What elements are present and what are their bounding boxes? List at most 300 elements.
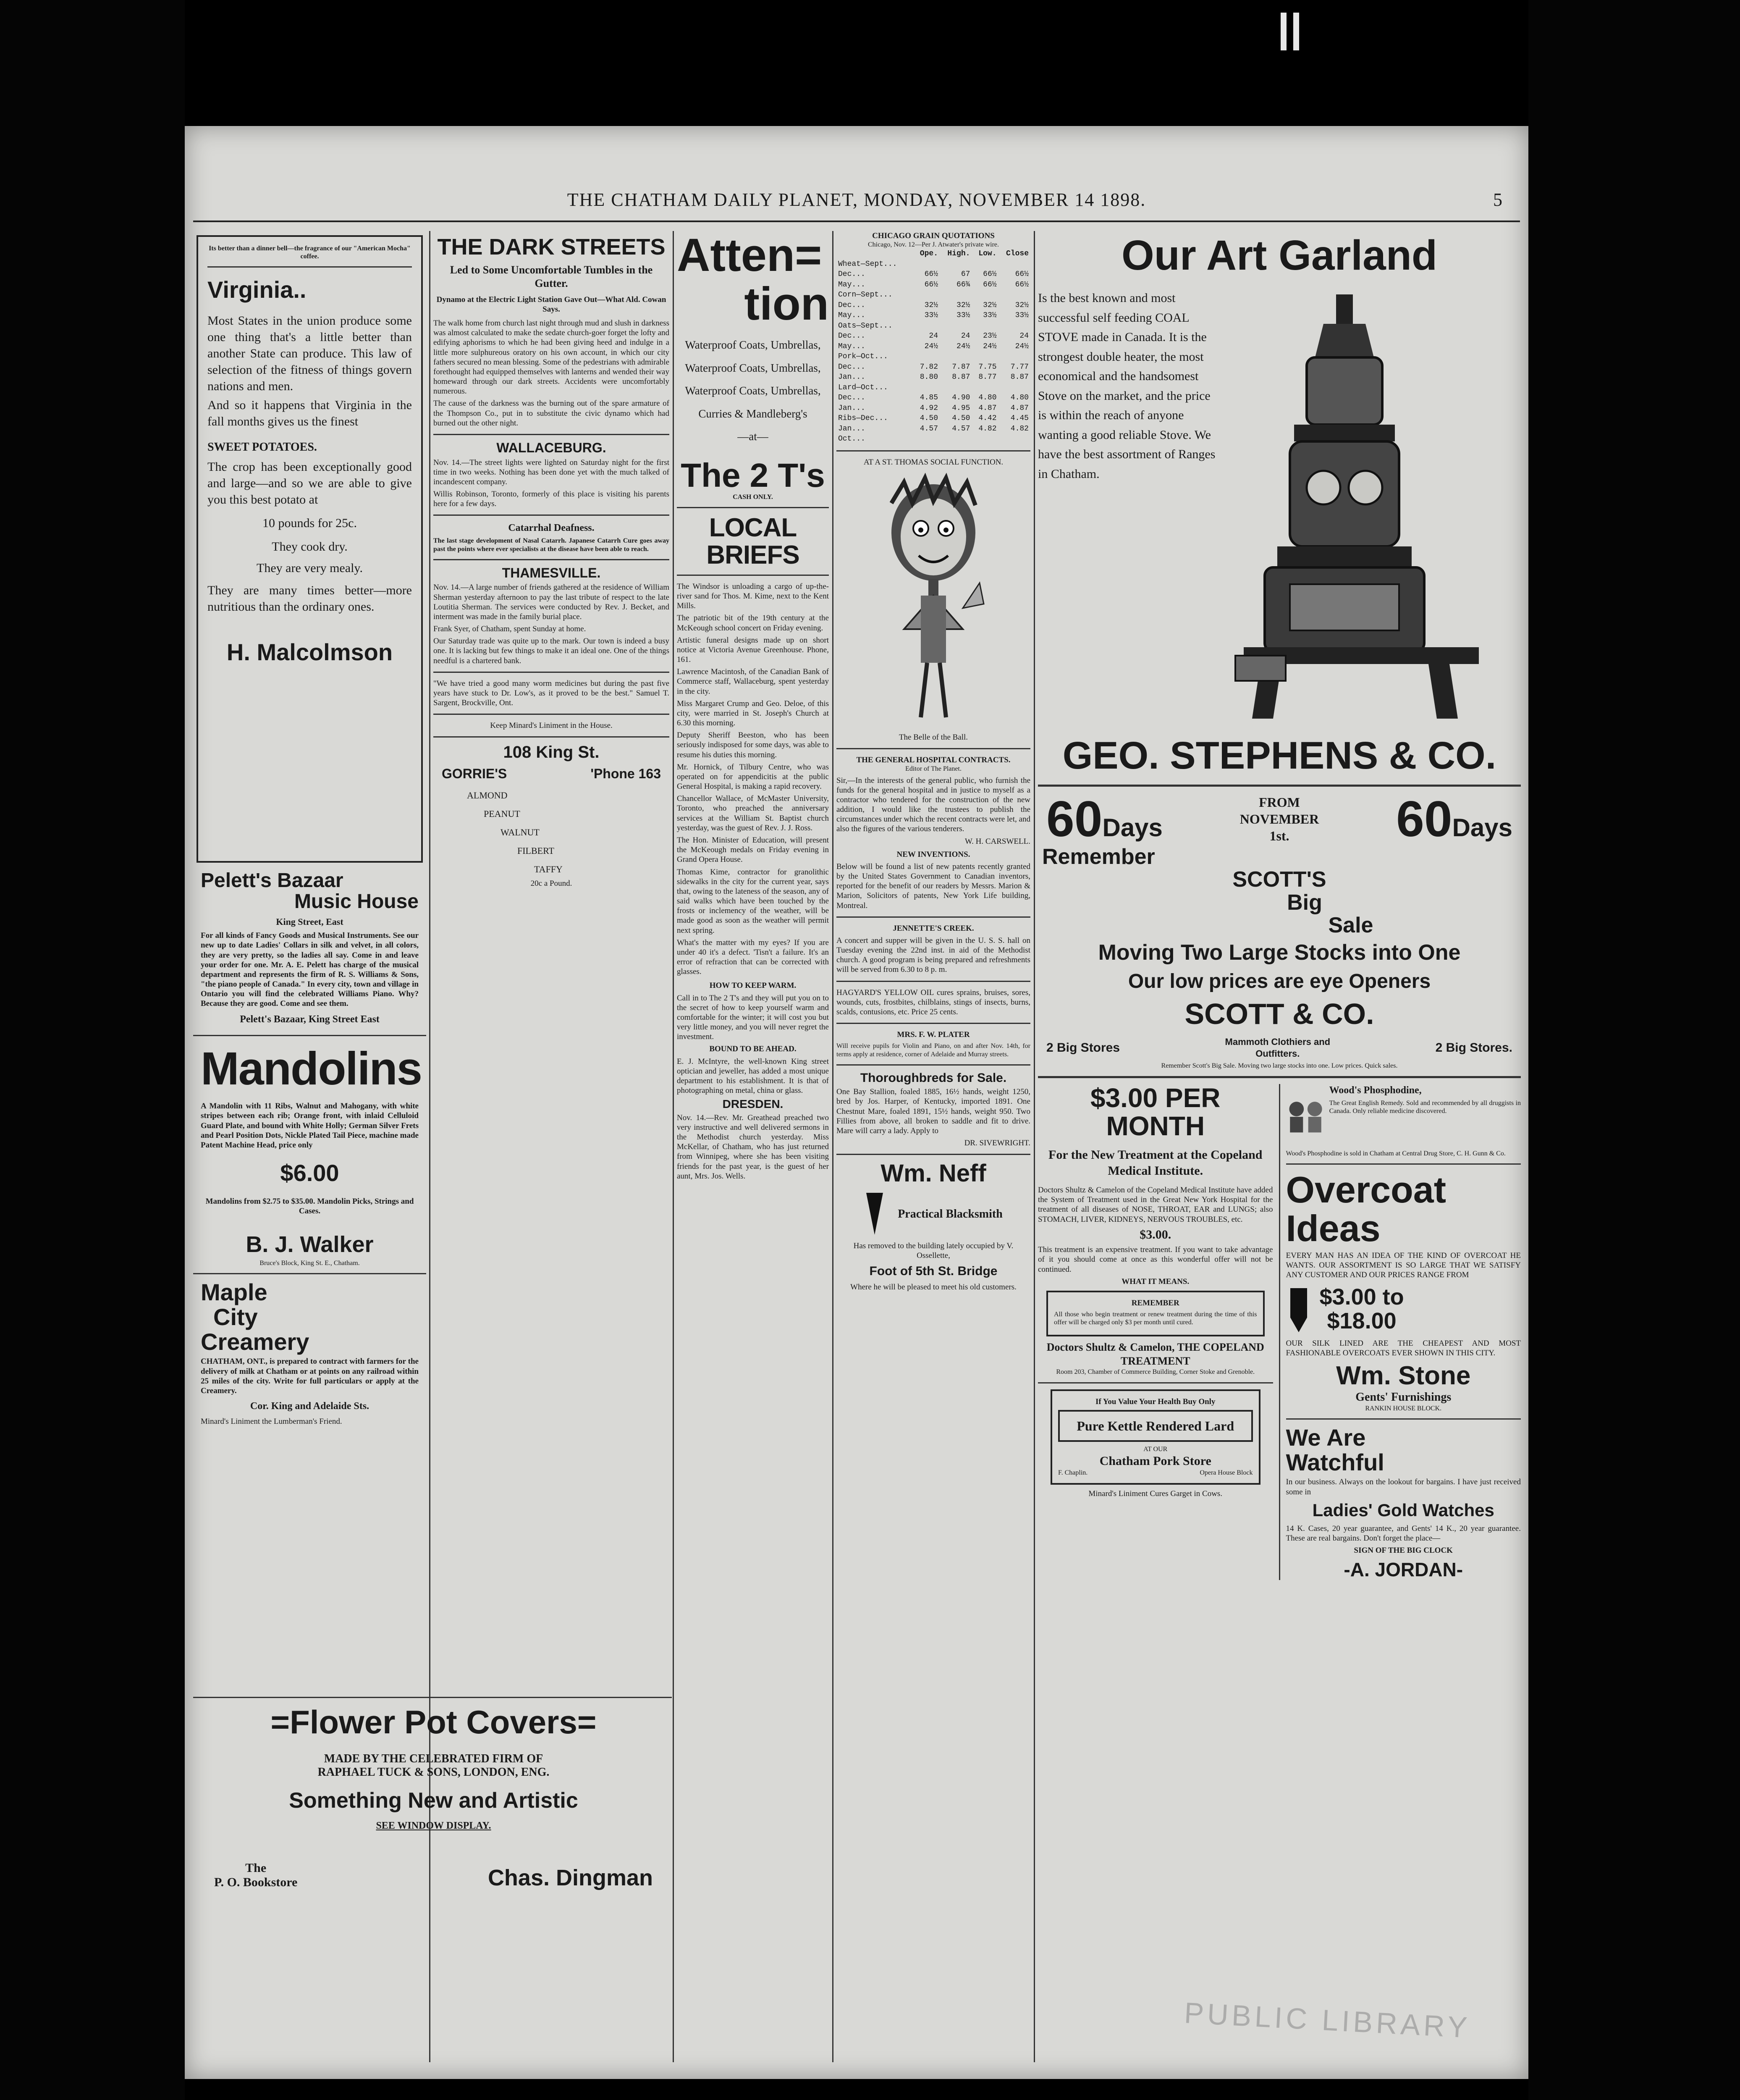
film-mark	[1293, 13, 1299, 50]
grain-table-cell	[913, 383, 940, 393]
copeland-price: $3.00.	[1140, 1227, 1171, 1242]
dark-streets-p2: The cause of the darkness was the burning out of the spare armature of the Thompson Co., put in to substitute the civic dynamo which had burned out the other night.	[433, 399, 669, 428]
grain-table-cell: 7.87	[952, 362, 970, 371]
local-briefs-title: LOCAL BRIEFS	[706, 513, 799, 570]
days-60-right: 60	[1396, 790, 1452, 847]
garland-title: Our Art Garland	[1122, 232, 1437, 279]
flower-the: The	[245, 1861, 267, 1875]
watchful-body: In our business. Always on the lookout for bargains. I have just received some in	[1286, 1478, 1521, 1496]
creamery-ad	[193, 1280, 426, 1426]
mandolins-ad	[193, 1042, 426, 1267]
grain-table-cell: 4.87	[978, 404, 997, 412]
grain-table-row	[836, 403, 1030, 414]
catarrh-body: The last stage development of Nasal Catarrh. Japanese Catarrh Cure goes away past the points where ever specialists at the disease have been able to reach.	[433, 537, 669, 553]
grain-table-cell: Dec...	[838, 301, 865, 310]
from-date: FROM NOVEMBER 1st.	[1239, 794, 1319, 843]
gorrie-price: 20c a Pound.	[530, 879, 572, 888]
flower-dingman: Chas. Dingman	[487, 1865, 653, 1890]
grain-table-cell: Lard—Oct...	[838, 383, 888, 392]
hospital-body: Sir,—In the interests of the general public, who furnish the funds for the general hospital and in justice to myself as a contractor who tendered for the construction of the new addition, I would like the trustees to publish the circumstances under which the recent contracts were let, and also the figures of the various tenderers.	[836, 776, 1030, 834]
virginia-kicker: Its better than a dinner bell—the fragrance of our "American Mocha" coffee.	[209, 245, 411, 260]
chicago-sub: Chicago, Nov. 12—Per J. Atwater's private wire.	[868, 241, 999, 249]
brief: Mr. Hornick, of Tilbury Centre, who was operated on for appendicitis at the public General Hospital, is making a rapid recovery.	[677, 762, 829, 791]
scott-moving: Moving Two Large Stocks into One	[1098, 940, 1461, 965]
creamery-body: CHATHAM, ONT., is prepared to contract with farmers for the delivery of milk at Chatham or at points on any railroad within 25 miles of the city. Write for full particulars or apply at the Creamery.	[201, 1357, 419, 1395]
neff-trade: Practical Blacksmith	[898, 1207, 1003, 1221]
grain-table-cell: Jan...	[838, 424, 865, 433]
overcoat-price-2: $18.00	[1327, 1308, 1397, 1334]
grain-table-cell: May...	[838, 280, 865, 289]
thamesville-p1: Nov. 14.—A large number of friends gathered at the residence of William Sherman yesterday afternoon to pay the last tribute of respect to the late Loutitia Sherman. The services were conducted by Rev. J. Becket, and interment was made in the family burial place.	[433, 583, 669, 621]
grain-table-cell: 32½	[956, 301, 970, 310]
grain-table-cell: 33½	[924, 311, 938, 320]
lard-owner: F. Chaplin.	[1058, 1469, 1088, 1477]
dark-streets-deck-2: Dynamo at the Electric Light Station Gave Out—What Ald. Cowan Says.	[436, 295, 666, 314]
creamery-title-1: Maple	[201, 1279, 267, 1306]
attention-title-2: tion	[744, 278, 829, 330]
garland-body: Is the best known and most successful self feeding COAL STOVE made in Canada. It is the strongest double heater, the most economical and the handsomest Stove on the market, and the price is within the reach of anyone wanting a good reliable Stove. We have the best assortment of Ranges in Chatham.	[1038, 291, 1216, 481]
grain-table-cell: 32½	[983, 301, 997, 310]
grain-table-cell	[913, 434, 940, 444]
thoroughbreds-title: Thoroughbreds for Sale.	[860, 1071, 1007, 1085]
grain-table-row	[836, 383, 1030, 393]
gorrie-item: PEANUT	[484, 808, 520, 819]
rule	[193, 1697, 672, 1698]
grain-table-cell: 8.80	[920, 373, 938, 382]
lard-line-4: Chatham Pork Store	[1099, 1454, 1211, 1468]
brief: What's the matter with my eyes? If you are under 40 it's a defect. 'Tisn't a failure. It's an error of refraction that can be corrected with glasses.	[677, 938, 829, 976]
grain-table-cell	[940, 290, 972, 300]
grain-table-cell: Dec...	[838, 362, 865, 371]
grain-table-cell: 4.45	[1010, 414, 1029, 423]
hagyard-ad: HAGYARD'S YELLOW OIL cures sprains, bruises, sores, wounds, cuts, frostbites, chilblains, stings of insects, burns, scalds, contusions, etc. Price 25 cents.	[836, 988, 1030, 1016]
column-2	[433, 231, 669, 1604]
brief: E. J. McIntyre, the well-known King street optician and jeweller, has added a most unique department to his establishment. It is that of photographing on metal, china or glass.	[677, 1057, 829, 1095]
grain-table-cell: 4.85	[920, 394, 938, 402]
woods-title: Wood's Phosphodine,	[1329, 1084, 1422, 1096]
thoroughbreds-body: One Bay Stallion, foaled 1885, 16½ hands, weight 1250, bred by Jos. Harper, of Kentucky, imported 1891. One Chestnut Mare, foaled 1891, 15½ hands, weight 950. Two Fillies from above, all broken to saddle and fit to drive. Mare will carry a lady. Apply to	[836, 1087, 1030, 1135]
grain-table-row	[836, 290, 1030, 300]
plater-title: MRS. F. W. PLATER	[897, 1030, 970, 1040]
horseshoe-nail-icon	[864, 1191, 885, 1237]
grain-table-header	[836, 249, 913, 259]
grain-table-cell: 7.82	[920, 362, 938, 371]
grain-table-cell: Oct...	[838, 435, 865, 444]
copeland-body: Doctors Shultz & Camelon of the Copeland Medical Institute have added the System of Treatment used in the Great New York Hospital for the treatment of all diseases of NOSE, THROAT, EAR and LUNGS; also STOMACH, LIVER, KIDNEYS, NERVOUS TROUBLES, etc.	[1038, 1186, 1273, 1224]
flower-pot-ad	[197, 1705, 670, 2062]
grain-table-cell: May...	[838, 311, 865, 320]
grain-table-cell: Wheat—Sept...	[838, 260, 897, 268]
stone-sub: Gents' Furnishings	[1355, 1390, 1452, 1404]
bound-ahead-title: BOUND TO BE AHEAD.	[709, 1045, 797, 1054]
scott-remember: Remember	[1042, 844, 1155, 869]
grain-table-cell: Pork—Oct...	[838, 352, 888, 361]
pelett-ad	[193, 867, 426, 1029]
scott-note: Remember Scott's Big Sale. Moving two large stocks into one. Low prices. Quick sales.	[1161, 1062, 1398, 1070]
grain-table-cell: Jan...	[838, 404, 865, 412]
stone-address: RANKIN HOUSE BLOCK.	[1365, 1404, 1442, 1412]
chicago-title: CHICAGO GRAIN QUOTATIONS	[872, 231, 995, 240]
copeland-remember-box	[1046, 1291, 1265, 1337]
keep-warm-title: HOW TO KEEP WARM.	[709, 981, 797, 990]
grain-table-cell: Jan...	[838, 373, 865, 382]
grain-table-row	[836, 393, 1030, 403]
grain-table-cell	[940, 352, 972, 362]
grain-table-cell: 4.50	[920, 414, 938, 423]
creamery-address: Cor. King and Adelaide Sts.	[250, 1401, 369, 1412]
hospital-signature: W. H. CARSWELL.	[964, 837, 1030, 846]
grain-table-cell	[972, 321, 998, 331]
two-ts-title: The 2 T's	[681, 456, 825, 494]
dark-streets-p1: The walk home from church last night through mud and slush in darkness was almost calculated to make the sedate church-goer forget the lofty and edifying aphorisms to which he had been giving heed and indulge in a little more sulphureous oratory on his own account, in which our city fathers secured no mean blessing. Some of the pedestrians with admirable forethought had equipped themselves with lanterns and wended their way homeward through our dark streets. Accidents were uncomfortably numerous.	[433, 319, 669, 396]
grain-table-cell: Dec...	[838, 270, 865, 279]
grain-table-cell: 32½	[924, 301, 938, 310]
grain-table-cell	[998, 352, 1030, 362]
gorrie-phone: 'Phone 163	[590, 766, 661, 782]
virginia-sub: SWEET POTATOES.	[207, 441, 317, 454]
grain-table-row	[836, 341, 1030, 352]
hospital-editor: Editor of The Planet.	[905, 765, 962, 773]
column-rule	[832, 231, 833, 2062]
column-3	[677, 231, 829, 2062]
gorrie-address: 108 King St.	[503, 743, 600, 762]
grain-table-cell: 4.50	[952, 414, 970, 423]
right-ads	[1286, 1084, 1521, 1580]
lard-line-1: If You Value Your Health Buy Only	[1095, 1397, 1216, 1406]
grain-table-cell: 66½	[924, 280, 938, 289]
days-label-left: Days	[1102, 813, 1163, 842]
jennettes-body: A concert and supper will be given in the U. S. S. hall on Tuesday evening the 22nd inst. in aid of the Methodist church. A good program is being prepared and refreshments will be served from 6.30 to 8 p. m.	[836, 936, 1030, 974]
grain-table-row	[836, 413, 1030, 424]
thamesville-p3: Our Saturday trade was quite up to the mark. Our town is indeed a busy one. It is lacking but few things to make it an ideal one. One of the things needful is a chartered bank.	[433, 637, 669, 665]
copeland-address: Room 203, Chamber of Commerce Building, Corner Stoke and Grenoble.	[1056, 1368, 1255, 1376]
virginia-price: 10 pounds for 25c.	[262, 516, 357, 530]
hospital-title: THE GENERAL HOSPITAL CONTRACTS.	[856, 756, 1011, 765]
copeland-headline: $3.00 PER MONTH	[1090, 1082, 1221, 1141]
gorrie-item: ALMOND	[467, 790, 508, 801]
worm-medicine-note: "We have tried a good many worm medicines but during the past five years have stuck to Dr. Low's, as it proved to be the best." Samuel T. Sargent, Brockville, Ont.	[433, 679, 669, 708]
wallaceburg-title: WALLACEBURG.	[496, 440, 606, 455]
column-rule	[1034, 231, 1035, 2062]
thamesville-p2: Frank Syer, of Chatham, spent Sunday at home.	[433, 625, 586, 634]
neff-moved: Has removed to the building lately occupied by V. Ossellette,	[853, 1242, 1014, 1260]
page-number: 5	[1493, 189, 1503, 210]
attention-at: —at—	[737, 430, 768, 443]
jennettes-title: JENNETTE'S CREEK.	[893, 924, 974, 933]
copeland-ad	[1038, 1084, 1273, 1580]
mandolins-title: Mandolins	[201, 1042, 422, 1095]
gorrie-name: GORRIE'S	[442, 766, 507, 782]
catarrh-title: Catarrhal Deafness.	[508, 522, 595, 534]
attention-title-1: Atten=	[677, 231, 822, 281]
neff-title: Wm. Neff	[880, 1160, 986, 1187]
watchful-title-2: Watchful	[1286, 1449, 1384, 1475]
grain-table-row	[836, 321, 1030, 331]
mandolins-price: $6.00	[280, 1160, 339, 1186]
grain-table-cell: 66½	[1015, 280, 1029, 289]
scott-stores-left: 2 Big Stores	[1046, 1041, 1120, 1055]
grain-table-cell: 4.80	[1010, 394, 1029, 402]
scott-company: SCOTT & CO.	[1184, 997, 1374, 1030]
gorrie-item: WALNUT	[501, 827, 540, 838]
grain-table-cell: 23½	[983, 332, 997, 341]
grain-table-cell: 4.87	[1010, 404, 1029, 412]
grain-table-cell: 24	[961, 332, 970, 341]
brief: Miss Margaret Crump and Geo. Deloe, of this city, were married in St. Joseph's Church at 6.30 this morning.	[677, 699, 829, 728]
gorrie-items	[442, 786, 661, 879]
scott-mammoth: Mammoth Clothiers and Outfitters.	[1225, 1037, 1331, 1059]
grain-table-cell	[940, 321, 972, 331]
before-after-portrait-icon	[1286, 1084, 1325, 1147]
lard-line-2: Pure Kettle Rendered Lard	[1058, 1410, 1253, 1442]
days-label-right: Days	[1452, 813, 1512, 842]
virginia-p3: The crop has been exceptionally good and large—and so we are able to give you this best potato at	[207, 460, 412, 507]
grain-table-row	[836, 280, 1030, 290]
overcoat-body: EVERY MAN HAS AN IDEA OF THE KIND OF OVERCOAT HE WANTS. OUR ASSORTMENT IS SO LARGE THAT WE SATISFY ANY CUSTOMER AND OUR PRICES RANGE FROM	[1286, 1251, 1521, 1279]
grain-table-header: Ope.	[920, 249, 938, 258]
grain-table-row	[836, 424, 1030, 434]
grain-table-cell	[940, 434, 972, 444]
lard-ad	[1051, 1389, 1260, 1485]
column-4	[836, 231, 1030, 2062]
neff-location: Foot of 5th St. Bridge	[869, 1264, 998, 1278]
dark-streets-deck-1: Led to Some Uncomfortable Tumbles in the Gutter.	[450, 263, 653, 290]
scott-scotts: SCOTT'S	[1232, 867, 1326, 892]
pelett-title-1: Pelett's Bazaar	[201, 869, 343, 892]
grain-table-cell: 66½	[983, 270, 997, 279]
grain-table-cell: 4.82	[1010, 424, 1029, 433]
minard-note-2: Keep Minard's Liniment in the House.	[490, 721, 613, 730]
scott-low-prices: Our low prices are eye Openers	[1128, 970, 1431, 992]
grain-table-row	[836, 331, 1030, 341]
pelett-footer: Pelett's Bazaar, King Street East	[240, 1013, 380, 1025]
grain-table-cell: 24½	[1015, 342, 1029, 351]
copeland-remember-body: All those who begin treatment or renew treatment during the time of this offer will be charged only $3 per month until cured.	[1054, 1311, 1257, 1326]
grain-table-cell	[972, 290, 998, 300]
virginia-title: Virginia..	[207, 276, 307, 303]
grain-table-cell: 7.75	[978, 362, 997, 371]
woods-body: The Great English Remedy. Sold and recommended by all druggists in Canada. Only reliable medicine discovered.	[1329, 1099, 1521, 1115]
overcoat-price-1: $3.00 to	[1319, 1284, 1404, 1310]
grain-table-row	[836, 259, 1030, 270]
brief: Lawrence Macintosh, of the Canadian Bank of Commerce staff, Wallaceburg, spent yesterday in the city.	[677, 667, 829, 696]
flower-line-4: SEE WINDOW DISPLAY.	[376, 1820, 491, 1832]
grain-table-row	[836, 352, 1030, 362]
newspaper-page	[185, 126, 1528, 2079]
grain-table-cell: Corn—Sept...	[838, 291, 893, 299]
grain-table-cell: 33½	[983, 311, 997, 320]
grain-table-cell: 24½	[956, 342, 970, 351]
grain-table-cell: 66¾	[956, 280, 970, 289]
brief: Deputy Sheriff Beeston, who has been seriously indisposed for some days, was able to resume his duties this morning.	[677, 731, 829, 759]
big-clock: SIGN OF THE BIG CLOCK	[1354, 1546, 1453, 1555]
grain-table-cell: 4.95	[952, 404, 970, 412]
grain-table-cell: 8.87	[952, 373, 970, 382]
grain-table-cell	[913, 321, 940, 331]
grain-table-cell: 8.77	[978, 373, 997, 382]
grain-table-cell: 24½	[924, 342, 938, 351]
pointing-hand-icon	[1286, 1284, 1311, 1334]
column-5	[1038, 231, 1521, 2062]
dark-streets-title: THE DARK STREETS	[437, 234, 666, 260]
dresden-title: DRESDEN.	[722, 1097, 784, 1111]
grain-table-cell	[972, 434, 998, 444]
grain-table-cell: 67	[961, 270, 970, 279]
grain-table-cell: Oats—Sept...	[838, 321, 893, 330]
lard-line-3: AT OUR	[1143, 1445, 1168, 1453]
column-rule	[673, 231, 674, 2062]
grain-table-cell	[998, 290, 1030, 300]
inventions-body: Below will be found a list of new patents recently granted by the United States Government to Canadian inventors, reported for the benefit of our readers by Messrs. Marion & Marion, Solicitors of patents, New York Life building, Montreal.	[836, 862, 1030, 910]
days-60-left: 60	[1046, 790, 1103, 847]
lard-location: Opera House Block	[1200, 1469, 1253, 1477]
film-edge-right	[1528, 0, 1740, 2100]
gorrie-ad	[433, 743, 669, 888]
walker-address: Bruce's Block, King St. E., Chatham.	[259, 1259, 360, 1267]
brief: Nov. 14.—Rev. Mr. Greathead preached two very instructive and well delivered sermons in the Methodist church yesterday. Miss McKellar, of Chatham, who has just returned from Winnipeg, where she has been visiting friends for the past year, is the guest of her aunt, Mrs. Jos. Wells.	[677, 1113, 829, 1181]
flower-title: =Flower Pot Covers=	[270, 1704, 597, 1740]
grain-table-row	[836, 434, 1030, 444]
grain-table-row	[836, 362, 1030, 373]
grain-table-row	[836, 300, 1030, 311]
stone-title: Wm. Stone	[1336, 1361, 1471, 1391]
woods-footer: Wood's Phosphodine is sold in Chatham at Central Drug Store, C. H. Gunn & Co.	[1286, 1150, 1506, 1157]
brief: Artistic funeral designs made up on short notice at Victoria Avenue Greenhouse. Phone, 161.	[677, 635, 829, 664]
grain-table-cell	[940, 259, 972, 270]
overcoat-body-2: OUR SILK LINED ARE THE CHEAPEST AND MOST FASHIONABLE OVERCOATS EVER SHOWN IN THIS CITY.	[1286, 1339, 1521, 1358]
gold-watches: Ladies' Gold Watches	[1312, 1500, 1494, 1520]
attention-item: Waterproof Coats, Umbrellas,	[685, 384, 821, 397]
grain-table-cell: 66½	[983, 280, 997, 289]
masthead	[197, 189, 1516, 218]
grain-table-cell: 4.57	[952, 424, 970, 433]
watchful-body-2: 14 K. Cases, 20 year guarantee, and Gents' 14 K., 20 year guarantee. These are real bargains. Don't forget the place—	[1286, 1524, 1521, 1543]
grain-table-cell: 7.77	[1010, 362, 1029, 371]
virginia-ad	[197, 235, 423, 863]
grain-table-cell	[972, 259, 998, 270]
grain-table-header: Low.	[978, 249, 997, 258]
mandolins-body: A Mandolin with 11 Ribs, Walnut and Mahogany, with white stripes between each rib; Orange front, with inlaid Celluloid Guard Plate, and bound with White Holly; German Silver Frets and Pearl Position Dots, Nickle Plated Tail Piece, machine made Patent Machine Head, price only	[201, 1102, 419, 1150]
grain-table-header: Close	[1006, 249, 1029, 258]
virginia-p1: Most States in the union produce some one thing that's a little better than another State can produce. This law of selection of the fitness of things govern nations and men.	[207, 314, 412, 394]
flower-bookstore: P. O. Bookstore	[214, 1875, 298, 1890]
grain-table-cell: 4.82	[978, 424, 997, 433]
brief: The Windsor is unloading a cargo of up-the-river sand for Thos. M. Kime, next to the Kent Mills.	[677, 582, 829, 611]
minard-note-3: Minard's Liniment Cures Garget in Cows.	[1088, 1489, 1223, 1498]
grain-table-cell	[913, 259, 940, 270]
minard-note-1: Minard's Liniment the Lumberman's Friend.	[201, 1417, 342, 1426]
copeland-body-2: This treatment is an expensive treatment. If you want to take advantage of it you should come at once as this wonderful offer will not be continued.	[1038, 1245, 1273, 1274]
brief: Chancellor Wallace, of McMaster University, Toronto, who preached the anniversary services at the William St. Baptist church yesterday, was the guest of Rev. J. J. Ross.	[677, 794, 829, 832]
film-mark	[1281, 13, 1287, 50]
wallaceburg-p2: Willis Robinson, Toronto, formerly of this place is visiting his parents here for a few days.	[433, 490, 669, 509]
attention-item: Curries & Mandleberg's	[698, 407, 807, 420]
grain-table-cell: 4.57	[920, 424, 938, 433]
scott-big: Big	[1287, 890, 1322, 915]
watchful-title-1: We Are	[1286, 1424, 1366, 1451]
grain-table-cell: 4.90	[952, 394, 970, 402]
copeland-sub: For the New Treatment at the Copeland Medical Institute.	[1048, 1148, 1263, 1178]
grain-table-cell: 66½	[924, 270, 938, 279]
overcoat-title: Overcoat Ideas	[1286, 1168, 1447, 1250]
grain-table-cell	[972, 383, 998, 393]
flower-line-2: RAPHAEL TUCK & SONS, LONDON, ENG.	[317, 1765, 550, 1779]
grain-table-cell: 32½	[1015, 301, 1029, 310]
creamery-title-2: City	[213, 1303, 258, 1330]
grain-table-cell: 4.92	[920, 404, 938, 412]
brief: Call in to The 2 T's and they will put you on to the secret of how to keep yourself warm and comfortable for the winter; it will cost you but very little money, and you will never regret the investment.	[677, 993, 829, 1042]
cash-only: CASH ONLY.	[733, 493, 773, 501]
pelett-body: For all kinds of Fancy Goods and Musical Instruments. See our new up to date Ladies' Collars in silk and velvet, in all colors, they are very pretty, so the ladies all say. Come in and leave your order for one. Mr. A. E. Pelett has charge of the musical department and represents the firm of R. S. Williams & Sons, "the piano people of Canada." In every city, town and village in Ontario you will find the celebrated Williams Piano. Why? Because they are good. Come and see them.	[201, 931, 419, 1008]
grain-table-cell	[972, 352, 998, 362]
stephens-name: GEO. STEPHENS & CO.	[1062, 734, 1496, 777]
grain-table-cell: 8.87	[1010, 373, 1029, 382]
grain-table-cell: 4.80	[978, 394, 997, 402]
belle-illustration-icon	[879, 470, 988, 730]
gorrie-item: FILBERT	[517, 845, 554, 856]
mandolins-range: Mandolins from $2.75 to $35.00. Mandolin Picks, Strings and Cases.	[205, 1197, 414, 1215]
grain-table-cell	[913, 290, 940, 300]
grain-table-cell: 33½	[1015, 311, 1029, 320]
virginia-line2: They are very mealy.	[257, 561, 363, 575]
grain-table-cell: Ribs—Dec...	[838, 414, 888, 423]
grain-table-cell: Dec...	[838, 394, 865, 402]
grain-table-cell: 24	[1019, 332, 1029, 341]
grain-table-cell: 66½	[1015, 270, 1029, 279]
grain-table-cell: 24	[929, 332, 938, 341]
grain-table-row	[836, 310, 1030, 321]
scott-sale: Sale	[1328, 913, 1373, 938]
grain-table-cell	[998, 321, 1030, 331]
thamesville-title: THAMESVILLE.	[502, 565, 601, 580]
brief: The Hon. Minister of Education, will present the McKeough medals on Friday evening in Grand Opera House.	[677, 836, 829, 864]
inventions-title: NEW INVENTIONS.	[896, 850, 970, 859]
grain-table-cell	[913, 352, 940, 362]
virginia-line1: They cook dry.	[272, 539, 348, 554]
grain-table-cell: Dec...	[838, 332, 865, 341]
grain-table	[836, 249, 1030, 444]
belle-caption: The Belle of the Ball.	[899, 733, 968, 742]
copeland-signature: Doctors Shultz & Camelon, THE COPELAND TREATMENT	[1046, 1341, 1264, 1367]
social-title: AT A ST. THOMAS SOCIAL FUNCTION.	[863, 457, 1004, 467]
grain-table-row	[836, 269, 1030, 280]
grain-table-cell	[998, 259, 1030, 270]
pelett-address: King Street, East	[276, 916, 343, 927]
gorrie-item: TAFFY	[534, 864, 563, 875]
grain-table-cell: 4.42	[978, 414, 997, 423]
library-stamp: PUBLIC LIBRARY	[1183, 1996, 1472, 2044]
copeland-remember: REMEMBER	[1131, 1298, 1179, 1307]
attention-item: Waterproof Coats, Umbrellas,	[685, 361, 821, 374]
film-edge-left	[0, 0, 185, 2100]
grain-table-row	[836, 372, 1030, 383]
neff-closing: Where he will be pleased to meet his old customers.	[850, 1282, 1017, 1292]
pelett-title-2: Music House	[294, 890, 419, 913]
masthead-title: THE CHATHAM DAILY PLANET, MONDAY, NOVEMBER 14 1898.	[567, 189, 1146, 210]
grain-table-header: High.	[947, 249, 970, 258]
masthead-rule	[193, 220, 1520, 222]
flower-line-3: Something New and Artistic	[289, 1788, 578, 1813]
jordan-signature: -A. JORDAN-	[1344, 1559, 1463, 1581]
grain-table-cell	[998, 434, 1030, 444]
coal-stove-icon	[1227, 286, 1496, 731]
walker-signature: B. J. Walker	[246, 1232, 374, 1257]
grain-table-cell: 33½	[956, 311, 970, 320]
wallaceburg-p1: Nov. 14.—The street lights were lighted on Saturday night for the first time in two weeks. Nothing has been done yet with the much talked of incandescent company.	[433, 458, 669, 486]
scott-stores-right: 2 Big Stores.	[1435, 1041, 1512, 1055]
grain-table-cell: May...	[838, 342, 865, 351]
copeland-what: WHAT IT MEANS.	[1122, 1277, 1190, 1286]
